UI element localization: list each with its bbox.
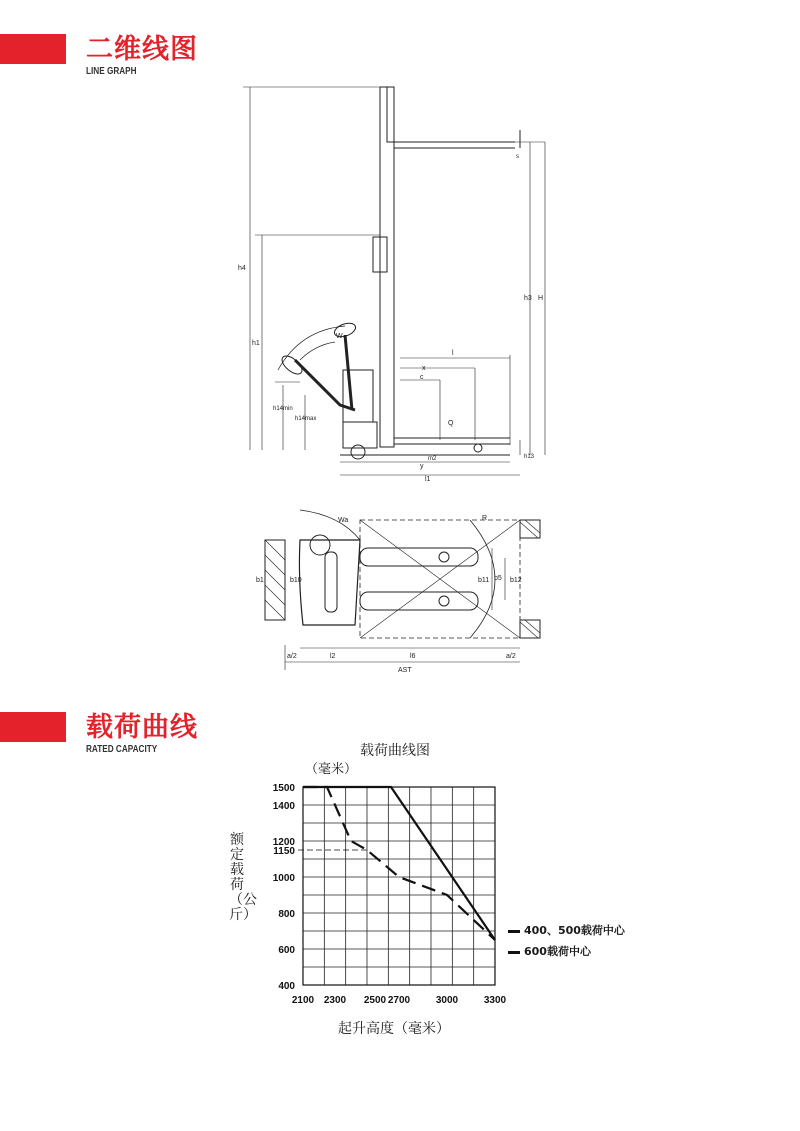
svg-text:b5: b5 — [494, 575, 502, 582]
top-view-drawing — [0, 500, 800, 700]
side-view-drawing — [0, 0, 800, 500]
svg-text:s: s — [516, 154, 519, 160]
x-tick-label: 2500 — [363, 995, 387, 1006]
svg-text:h14max: h14max — [295, 416, 317, 422]
svg-text:a/2: a/2 — [287, 653, 297, 660]
section-subtitle-rated-capacity: RATED CAPACITY — [86, 744, 158, 755]
svg-text:W: W — [336, 333, 343, 340]
svg-text:b10: b10 — [290, 577, 302, 584]
legend-label-dashed: 600载荷中心 — [524, 945, 591, 958]
series-line-dashed — [303, 787, 495, 940]
x-tick-label: 2300 — [323, 995, 347, 1006]
y-tick-label: 600 — [278, 945, 295, 956]
legend-item-dashed — [508, 943, 591, 959]
svg-text:l6: l6 — [410, 653, 416, 660]
svg-text:h13: h13 — [524, 454, 535, 460]
y-tick-label: 1400 — [272, 801, 295, 812]
x-tick-label: 3000 — [435, 995, 459, 1006]
svg-text:h1: h1 — [252, 340, 260, 347]
svg-text:c: c — [420, 374, 424, 381]
svg-text:R: R — [482, 515, 488, 522]
y-tick-label: 800 — [278, 909, 295, 920]
plot-frame — [303, 787, 495, 985]
x-tick-label: 3300 — [483, 995, 507, 1006]
svg-text:AST: AST — [398, 667, 412, 674]
svg-text:m2: m2 — [428, 456, 437, 462]
x-tick-label: 2100 — [291, 995, 315, 1006]
y-axis-title: 额定载荷（公斤） — [229, 832, 257, 923]
legend-item-solid — [508, 922, 625, 938]
svg-text:y: y — [420, 463, 424, 470]
svg-text:h14min: h14min — [273, 406, 293, 412]
svg-text:H: H — [538, 295, 544, 302]
chart-title: 载荷曲线图 — [360, 743, 430, 759]
svg-text:x: x — [422, 365, 426, 372]
svg-text:l2: l2 — [330, 653, 336, 660]
x-tick-label: 2700 — [387, 995, 411, 1006]
capacity-chart — [0, 760, 800, 1060]
svg-text:l1: l1 — [425, 476, 431, 483]
section-subtitle-line-graph: LINE GRAPH — [86, 66, 137, 77]
y-tick-label: 400 — [278, 981, 295, 992]
svg-text:a/2: a/2 — [506, 653, 516, 660]
y-tick-label: 1150 — [273, 846, 295, 857]
svg-text:Wa: Wa — [338, 517, 349, 524]
section-accent-bar-2 — [0, 712, 66, 742]
y-tick-label: 1200 — [272, 837, 295, 848]
svg-text:h4: h4 — [238, 265, 246, 272]
section-title-line-graph: 二维线图 — [86, 34, 198, 65]
svg-text:b12: b12 — [510, 577, 522, 584]
legend-swatch-solid — [508, 930, 520, 933]
x-axis-title: 起升高度（毫米） — [338, 1021, 450, 1037]
y-axis-unit: （毫米） — [305, 762, 358, 777]
series-line-solid — [303, 787, 495, 940]
legend-swatch-dashed — [508, 951, 520, 954]
svg-text:Q: Q — [448, 420, 454, 427]
svg-text:b1: b1 — [256, 577, 264, 584]
svg-text:l: l — [452, 350, 454, 357]
legend-label-solid: 400、500载荷中心 — [524, 924, 625, 937]
svg-text:h3: h3 — [524, 295, 532, 302]
y-tick-label: 1500 — [272, 783, 295, 794]
y-tick-label: 1000 — [272, 873, 295, 884]
section-title-rated-capacity: 载荷曲线 — [86, 712, 198, 743]
svg-text:b11: b11 — [478, 577, 490, 584]
